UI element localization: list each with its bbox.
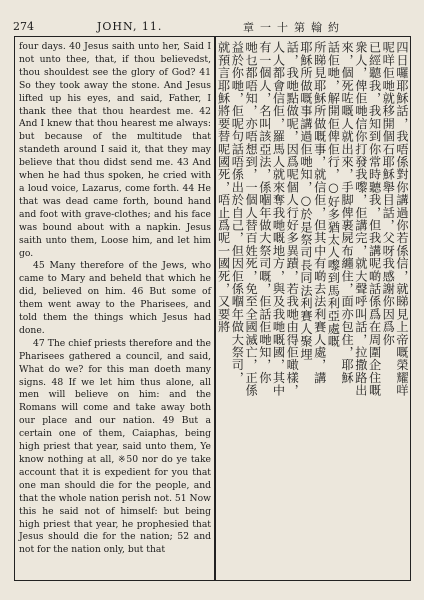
english-paragraph: 45 Many therefore of the Jews, who came to Mary and beheld that which he did, believed on him. 46 But some of them went away to the Pharisees, and told them the things which Jesus had done. bbox=[19, 260, 211, 336]
chinese-vertical-line: 話佢哋，解開佢俾佢行，○好多猶太人嚟到馬利亞處嘅 bbox=[326, 41, 341, 348]
chinese-chapter-heading: 章一十第翰約 bbox=[243, 21, 345, 34]
book-chapter-heading: JOHN, 11. bbox=[97, 20, 163, 33]
chinese-vertical-line: 衆人，俾佢哋信你打發我嚟，佢講完，就大聲呼叫話，拉撒路出 bbox=[354, 41, 368, 397]
chinese-vertical-line: 四日囉耶穌話，我唔係對你講過你若係信，就睇見上帝嘅榮耀咩 bbox=[395, 41, 409, 397]
column-divider bbox=[214, 37, 216, 580]
chinese-vertical-line: 來，個死咗嘅人就出來，手脚俾裹屍布纏住，面亦包住，耶穌 bbox=[340, 41, 355, 384]
bible-page bbox=[13, 20, 411, 581]
page-number: 274 bbox=[13, 20, 34, 33]
english-paragraph: four days. 40 Jesus saith unto her, Said I not unto thee, that, if thou believedst, thou shouldest see the glory of God? 41 So they took away the stone. And Jesus lifted up his eyes, and said, Father, I thank thee that thou heardest me. 42 And I knew that thou hearest me always: but because of the multitude that standeth around I said it, that they may believe that thou didst send me. 43 And when he had thus spoken, he cried with a loud voice, Lazarus, come forth. 44 He that was dead came forth, bound hand and foot with grave-clothes; and his face was bound about with a napkin. Jesus saith unto them, Loose him, and let him go. bbox=[19, 41, 211, 259]
english-paragraph: 47 The chief priests therefore and the Pharisees gathered a council, and said, What do we? for this man doeth many signs. 48 If we let him thus alone, all men will believe on him: and the Romans will come and take away both our place and our nation. 49 But a certain one of them, Caiaphas, being high priest that year, said unto them, Ye know nothing at all, ※50 nor do ye take account that it is expedient for you that one man should die for the people, and that the whole nation perish not. 51 Now this he said not of himself: but being high priest that year, he prophesied that Jesus should die for the nation; 52 and not for the nation only, but that bbox=[19, 337, 211, 556]
chinese-vertical-line: 呢咩佢哋就移開個石耶穌舉目話，父呀我感謝你因爲你 bbox=[381, 41, 396, 346]
chinese-vertical-line: 耶穌所做嘅事講過佢哋知，○於是祭司長同法利賽人聚埋 bbox=[299, 41, 313, 361]
chinese-vertical-line: 所睇見耶穌所做嘅事，就信佢，但其中有啲去法利賽人處，講 bbox=[312, 41, 327, 384]
chinese-vertical-line: 哋乜都唔知，亦唔想到，一個人替百姓死，免至全國滅亡，正係 bbox=[244, 41, 259, 397]
chinese-vertical-line: 已經聽我，我知到你常時聽我，但我講呢啲話係爲在周圍企住嘅 bbox=[367, 41, 382, 397]
chinese-vertical-line: 人人都會信佢，羅馬人就來奪我哋嘅地方，與及我哋嘅國，其中 bbox=[271, 41, 286, 397]
chinese-vertical-line: 有一個人，名叫該亞法，係嗰年做大祭司嘅，佢話佢哋知，你 bbox=[258, 41, 272, 384]
english-text-column bbox=[19, 41, 211, 557]
chinese-vertical-line: 就預言耶穌將要替呢國死，唔止爲呢一國死，又要將 bbox=[216, 41, 231, 334]
chinese-vertical-line: 益於你哋，佢呢句話唔係出於自己，但因佢係嗰年做大祭司， bbox=[230, 41, 245, 384]
chinese-text-column bbox=[217, 41, 409, 575]
chinese-vertical-line: 話，我哋點做呢，因爲呢個人行好多異蹟，若我哋由得佢噉樣， bbox=[285, 41, 300, 397]
